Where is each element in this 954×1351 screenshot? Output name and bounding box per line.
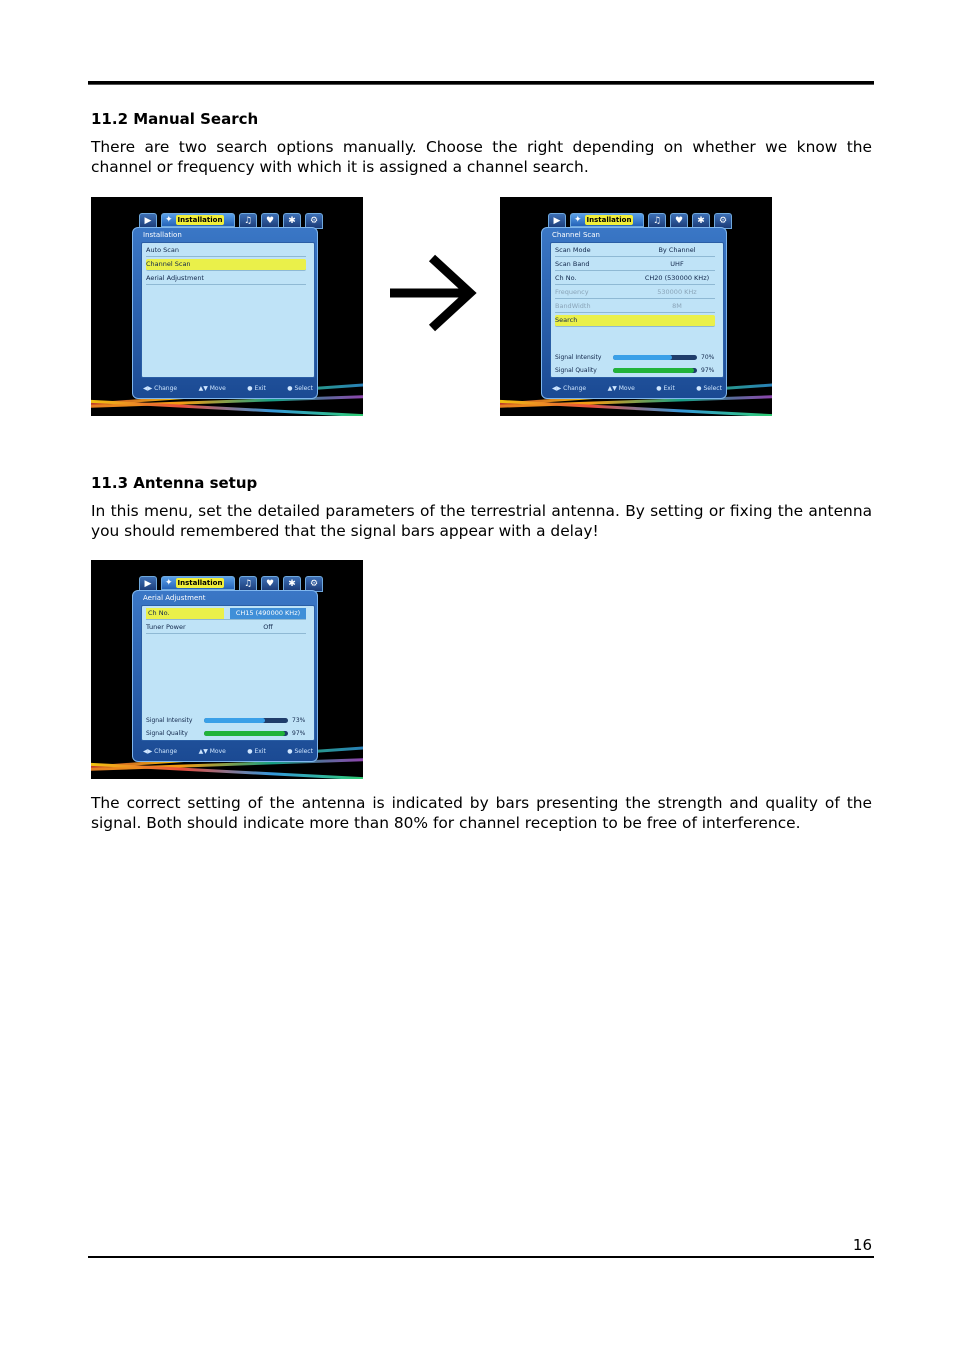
footer-hints bbox=[143, 385, 313, 395]
hint-move: ▲▼ Move bbox=[198, 748, 226, 755]
screenshot-installation-menu bbox=[91, 197, 363, 416]
scan-settings bbox=[550, 242, 724, 378]
setting-ch-no[interactable]: Ch No. CH15 (490000 KHz) bbox=[146, 608, 306, 620]
signal-intensity: Signal Intensity 73% bbox=[146, 717, 306, 724]
hint-exit: ● Exit bbox=[656, 385, 675, 392]
setting-scan-mode[interactable]: Scan Mode By Channel bbox=[555, 245, 715, 257]
signal-quality: Signal Quality 97% bbox=[555, 367, 715, 374]
menu-item-auto-scan[interactable]: Auto Scan bbox=[146, 245, 306, 257]
tab-installation-label: Installation bbox=[177, 579, 223, 587]
satellite-icon: ✦ bbox=[165, 578, 173, 588]
hint-move: ▲▼ Move bbox=[607, 385, 635, 392]
tab-settings-icon[interactable]: ⚙ bbox=[305, 576, 323, 592]
tab-favorites-icon[interactable]: ♥ bbox=[261, 213, 279, 229]
signal-intensity-bar bbox=[613, 355, 697, 360]
paragraph-manual-search: There are two search options manually. Choose the right depending on whether we know the channel or frequency with which it is assigned a channel search. bbox=[91, 138, 872, 176]
hint-exit: ● Exit bbox=[247, 748, 266, 755]
hint-select: ● Select bbox=[287, 385, 313, 392]
channel-scan-panel bbox=[541, 227, 727, 399]
hint-select: ● Select bbox=[287, 748, 313, 755]
setting-tuner-power[interactable]: Tuner Power Off bbox=[146, 622, 306, 634]
setting-bandwidth: BandWidth 8M bbox=[555, 301, 715, 313]
tab-tv-icon[interactable]: ▶ bbox=[548, 213, 566, 229]
hint-select: ● Select bbox=[696, 385, 722, 392]
tab-media-icon[interactable]: ♫ bbox=[239, 213, 257, 229]
tab-tools-icon[interactable]: ✱ bbox=[692, 213, 710, 229]
page-number: 16 bbox=[852, 1236, 872, 1254]
menu-item-channel-scan[interactable]: Channel Scan bbox=[146, 259, 306, 271]
footer-hints bbox=[143, 748, 313, 758]
tab-media-icon[interactable]: ♫ bbox=[648, 213, 666, 229]
search-button[interactable]: Search bbox=[555, 315, 715, 327]
installation-panel bbox=[132, 227, 318, 399]
setting-ch-no[interactable]: Ch No. CH20 (530000 KHz) bbox=[555, 273, 715, 285]
aerial-adjustment-panel bbox=[132, 590, 318, 762]
tab-media-icon[interactable]: ♫ bbox=[239, 576, 257, 592]
satellite-icon: ✦ bbox=[574, 215, 582, 225]
tab-tv-icon[interactable]: ▶ bbox=[139, 213, 157, 229]
tab-favorites-icon[interactable]: ♥ bbox=[261, 576, 279, 592]
section-heading-antenna-setup: 11.3 Antenna setup bbox=[91, 474, 258, 492]
footer-rule bbox=[88, 1256, 874, 1258]
hint-move: ▲▼ Move bbox=[198, 385, 226, 392]
signal-quality: Signal Quality 97% bbox=[146, 730, 306, 737]
panel-title: Aerial Adjustment bbox=[143, 594, 206, 602]
paragraph-antenna-setup: In this menu, set the detailed parameters of the terrestrial antenna. By setting or fixing the antenna you should remembered that the signal bars appear with a delay! bbox=[91, 502, 872, 540]
setting-scan-band[interactable]: Scan Band UHF bbox=[555, 259, 715, 271]
paragraph-antenna-signal: The correct setting of the antenna is indicated by bars presenting the strength and quality of the signal. Both should indicate more than 80% for channel reception to be free of interference. bbox=[91, 794, 872, 832]
satellite-icon: ✦ bbox=[165, 215, 173, 225]
tab-tools-icon[interactable]: ✱ bbox=[283, 576, 301, 592]
hint-exit: ● Exit bbox=[247, 385, 266, 392]
hint-change: ◀▶ Change bbox=[143, 385, 178, 392]
footer-hints bbox=[552, 385, 722, 395]
screenshot-channel-scan bbox=[500, 197, 772, 416]
panel-title: Channel Scan bbox=[552, 231, 600, 239]
hint-change: ◀▶ Change bbox=[143, 748, 178, 755]
signal-quality-bar bbox=[613, 368, 697, 373]
tab-installation-label: Installation bbox=[177, 216, 223, 224]
menu-list bbox=[141, 242, 315, 378]
header-rule-thin bbox=[88, 84, 874, 85]
tab-tools-icon[interactable]: ✱ bbox=[283, 213, 301, 229]
right-arrow-icon bbox=[388, 254, 478, 332]
setting-frequency: Frequency 530000 KHz bbox=[555, 287, 715, 299]
signal-intensity: Signal Intensity 70% bbox=[555, 354, 715, 361]
menu-item-aerial-adjustment[interactable]: Aerial Adjustment bbox=[146, 273, 306, 285]
tab-settings-icon[interactable]: ⚙ bbox=[714, 213, 732, 229]
tab-settings-icon[interactable]: ⚙ bbox=[305, 213, 323, 229]
tab-tv-icon[interactable]: ▶ bbox=[139, 576, 157, 592]
section-heading-manual-search: 11.2 Manual Search bbox=[91, 110, 259, 128]
tab-installation[interactable] bbox=[161, 576, 235, 590]
screenshot-aerial-adjustment bbox=[91, 560, 363, 779]
signal-intensity-bar bbox=[204, 718, 288, 723]
tab-installation[interactable] bbox=[570, 213, 644, 227]
signal-quality-bar bbox=[204, 731, 288, 736]
tab-installation[interactable] bbox=[161, 213, 235, 227]
tab-favorites-icon[interactable]: ♥ bbox=[670, 213, 688, 229]
panel-title: Installation bbox=[143, 231, 182, 239]
hint-change: ◀▶ Change bbox=[552, 385, 587, 392]
aerial-settings bbox=[141, 605, 315, 741]
tab-installation-label: Installation bbox=[586, 216, 632, 224]
